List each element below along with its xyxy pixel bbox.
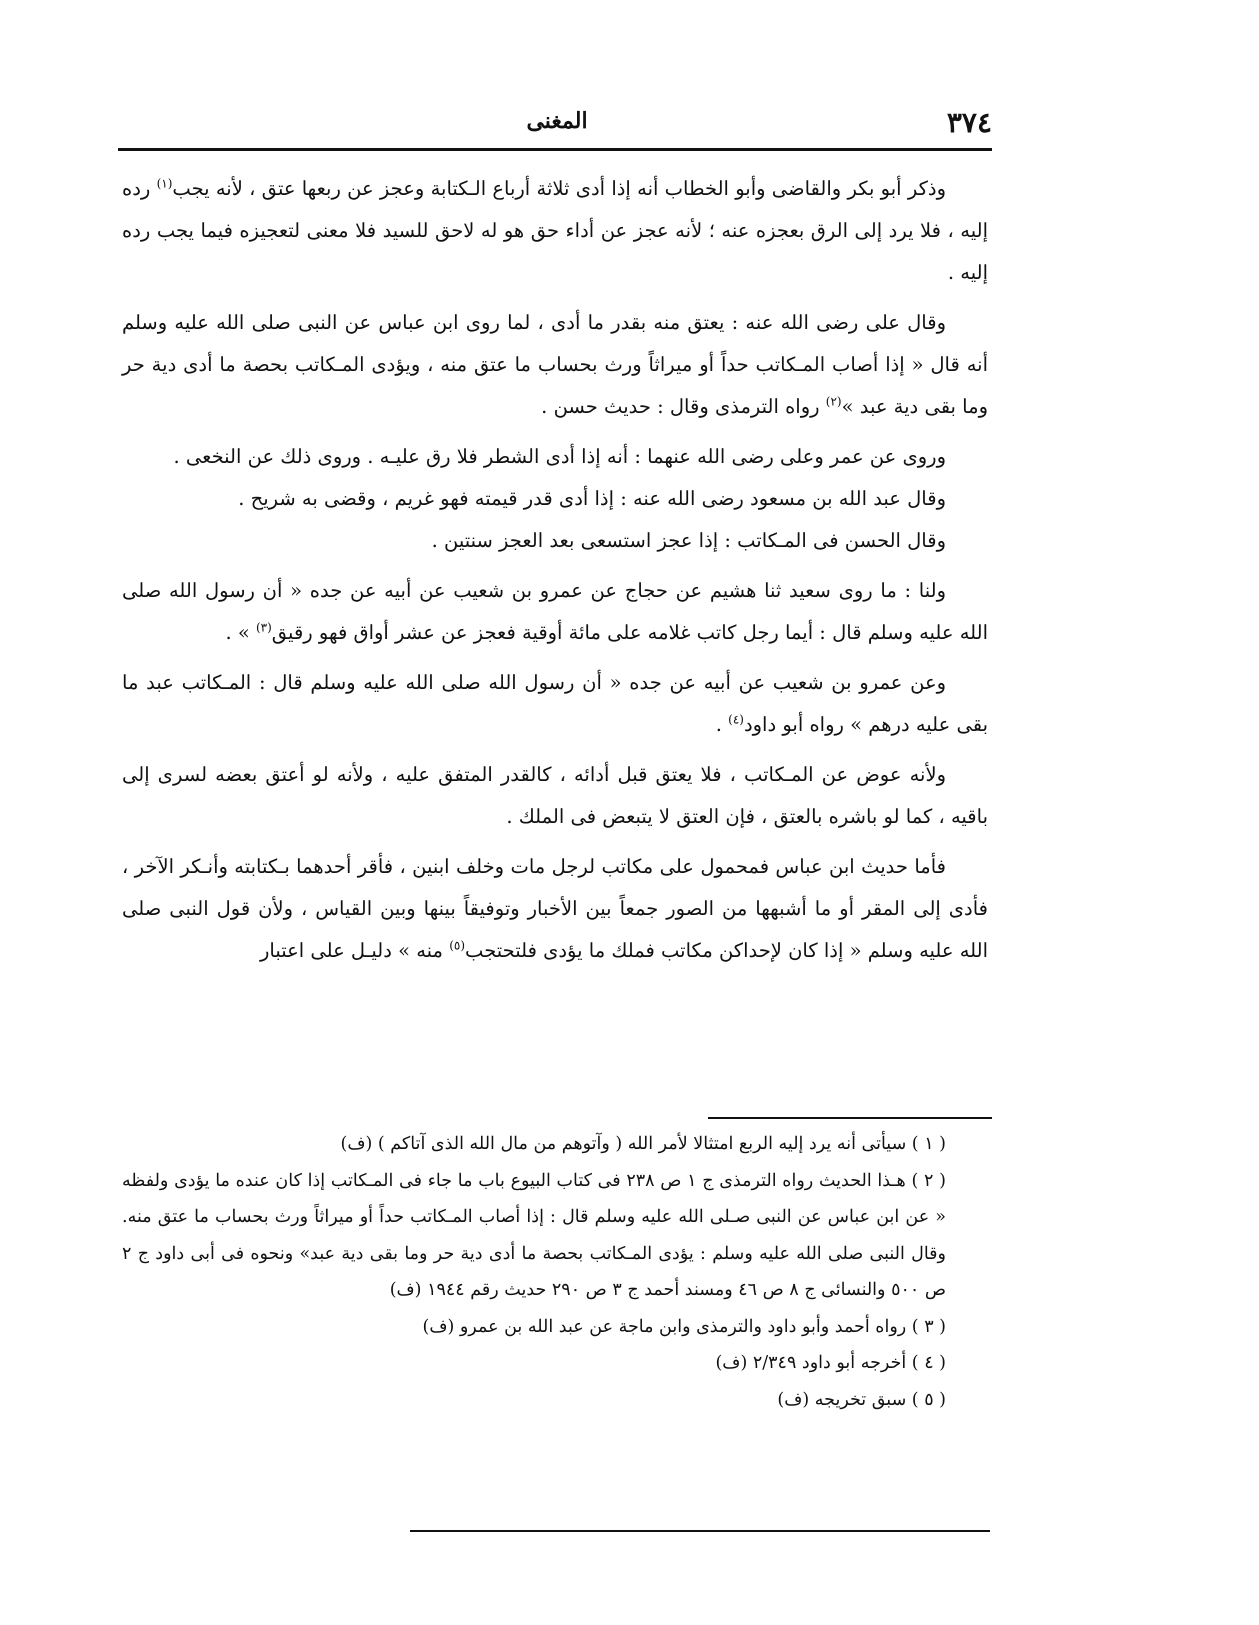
footnote-1: ( ١ ) سيأتى أنه يرد إليه الربع امتثالا لأمر الله ( وآتوهم من مال الله الذى آتاكم ) (ف) [340,1134,946,1154]
footnote-ref-2: (٢) [825,394,842,409]
page-header [122,100,992,144]
paragraph-2-text: وقال على رضى الله عنه : يعتق منه بقدر ما أدى ، لما روى ابن عباس عن النبى صلى الله عليه وسلم أنه قال « إذا أصاب المـكاتب حداً أو ميراثاً ورث بحساب ما عتق منه ، ويؤدى المـكاتب بحصة ما أدى دية حر وما بقى دية عبد » [122,311,988,418]
paragraph-6 [122,570,988,654]
paragraph-9-continuation: منه » دليـل على اعتبار [259,939,444,962]
paragraph-6-text: ولنا : ما روى سعيد ثنا هشيم عن حجاج عن عمرو بن شعيب عن أبيه عن جده « أن رسول الله صلى الله عليه وسلم قال : أيما رجل كاتب غلامه على مائة أوقية فعجز عن عشر أواق فهو رقيق [122,579,988,644]
footnote-ref-1: (١) [156,176,173,191]
footnotes [122,1126,988,1418]
paragraph-9-text: فأما حديث ابن عباس فمحمول على مكاتب لرجل مات وخلف ابنين ، فأقر أحدهما بـكتابته وأنـكر الآخر ، فأدى إلى المقر أو ما أشبهها من الصور جمعاً بين الأخبار وتوفيقاً بينها وبين القياس ، ولأن قول النبى صلى الله عليه وسلم « إذا كان لإحداكن مكاتب فملك ما يؤدى فلتحتجب [122,855,988,962]
page-number: ٣٧٤ [946,106,992,139]
running-title: المغنى [526,108,588,134]
paragraph-1-continuation: رده إليه ، فلا يرد إلى الرق بعجزه عنه ؛ لأنه عجز عن أداء حق هو له لاحق للسيد فلا معنى لتعجيزه فيما يجب رده إليه . [122,177,988,284]
paragraph-8 [122,754,988,838]
paragraph-2-continuation: رواه الترمذى وقال : حديث حسن . [541,395,820,418]
footnote-ref-3: (٣) [255,620,272,635]
footnote-5: ( ٥ ) سبق تخريجه (ف) [777,1389,946,1410]
paragraph-7-text: وعن عمرو بن شعيب عن أبيه عن جده « أن رسول الله صلى الله عليه وسلم قال : المـكاتب عبد ما بقى عليه درهم » رواه أبو داود [122,671,988,736]
paragraph-4-text: وقال عبد الله بن مسعود رضى الله عنه : إذا أدى قدر قيمته فهو غريم ، وقضى به شريح . [238,487,946,510]
footnote-2: ( ٢ ) هـذا الحديث رواه الترمذى ج ١ ص ٢٣٨ فى كتاب البيوع باب ما جاء فى المـكاتب إذا كان عنده ما يؤدى ولفظه « عن ابن عباس عن النبى صـلى الله عليه وسلم قال : إذا أصاب المـكاتب حداً أو ميراثاً ورث بحساب ما عتق منه. وقال النبى صلى الله عليه وسلم : يؤدى المـكاتب بحصة ما أدى دية حر وما بقى دية عبد» ونحوه فى أبى داود ج ٢ ص ٥٠٠ والنسائى ج ٨ ص ٤٦ ومسند أحمد ج ٣ ص ٢٩٠ حديث رقم ١٩٤٤ (ف) [122,1170,946,1300]
paragraph-2 [122,302,988,428]
footnote-3: ( ٣ ) رواه أحمد وأبو داود والترمذى وابن ماجة عن عبد الله بن عمرو (ف) [422,1316,946,1337]
paragraph-7-end: . [715,713,722,736]
paragraph-7 [122,662,988,746]
footnote-4: ( ٤ ) أخرجه أبو داود ٢/٣٤٩ (ف) [715,1353,946,1373]
paragraph-5 [122,520,988,562]
paragraph-3-text: وروى عن عمر وعلى رضى الله عنهما : أنه إذا أدى الشطر فلا رق عليـه . وروى ذلك عن النخعى . [173,445,946,468]
paragraph-1 [122,168,988,294]
paragraph-6-end: » . [225,621,250,644]
paragraph-5-text: وقال الحسن فى المـكاتب : إذا عجز استسعى بعد العجز سنتين . [431,529,946,552]
paragraph-1-text: وذكر أبو بكر والقاضى وأبو الخطاب أنه إذا أدى ثلاثة أرباع الـكتابة وعجز عن ربعها عتق ، لأنه يجب [172,177,946,200]
header-rule [118,148,992,151]
main-text [122,168,988,972]
footnote-ref-4: (٤) [728,712,744,727]
bottom-rule [410,1530,990,1532]
paragraph-4 [122,478,988,520]
paragraph-3 [122,436,988,478]
paragraph-9 [122,846,988,972]
footnote-ref-5: (٥) [449,938,466,953]
footnote-rule [708,1117,992,1119]
paragraph-8-text: ولأنه عوض عن المـكاتب ، فلا يعتق قبل أدائه ، كالقدر المتفق عليه ، ولأنه لو أعتق بعضه لسرى إلى باقيه ، كما لو باشره بالعتق ، فإن العتق لا يتبعض فى الملك . [122,763,988,828]
